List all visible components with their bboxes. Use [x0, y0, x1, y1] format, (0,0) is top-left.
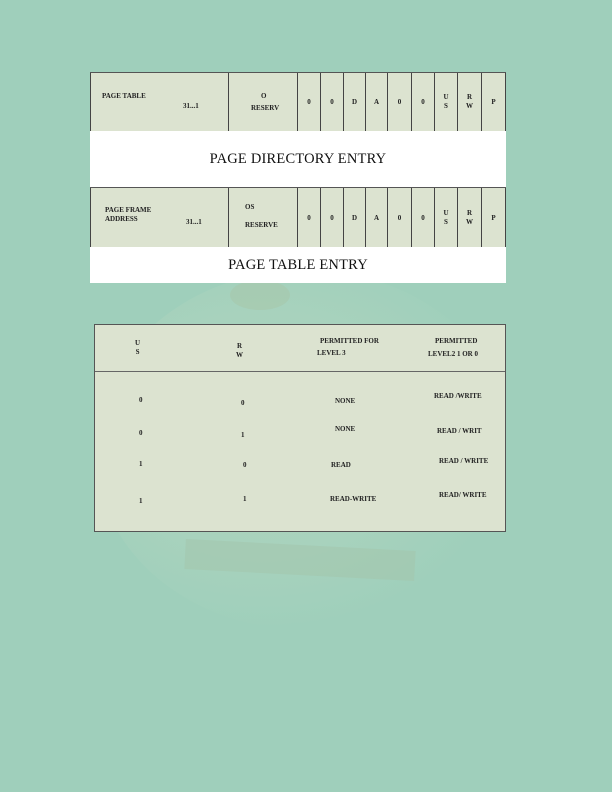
pte-os-reserved-field: [228, 188, 297, 247]
pte-bit-zero-label: 0: [307, 213, 311, 222]
perm-row-level210: READ/ WRITE: [439, 491, 487, 499]
pde-bit-accessed-label: A: [373, 98, 380, 106]
page-table-entry-row: [90, 187, 506, 248]
pte-bit-present-label: P: [491, 213, 496, 222]
perm-header-level210-line2: LEVEL2 1 OR 0: [428, 350, 478, 358]
pde-caption-band: [90, 131, 506, 187]
perm-row-level3: READ-WRITE: [330, 495, 377, 503]
pde-bit-zero: [320, 73, 343, 131]
pde-bit-accessed: [365, 73, 387, 131]
perm-row-rw: 0: [243, 461, 247, 469]
perm-header-level3-line1: PERMITTED FOR: [320, 337, 379, 345]
pte-bit-present: [481, 188, 506, 247]
pte-bit-zero: [387, 188, 411, 247]
perm-row-level3: READ: [331, 461, 351, 469]
perm-header-divider: [95, 371, 505, 372]
perm-row-rw: 1: [241, 431, 245, 439]
pde-bit-zero-label: 0: [397, 98, 402, 106]
pte-bit-dirty-label: D: [351, 213, 358, 222]
perm-header-level3-line2: LEVEL 3: [317, 349, 346, 357]
pde-bit-dirty: [343, 73, 365, 131]
pde-bit-dirty-label: D: [351, 98, 358, 106]
perm-row-level210: READ / WRIT: [437, 427, 482, 435]
pte-rw-top-label: R: [466, 208, 473, 217]
page-table-entry-caption: PAGE TABLE ENTRY: [228, 256, 368, 273]
pte-bit-zero-label: 0: [421, 213, 425, 222]
pte-bit-read-write: [457, 188, 481, 247]
pte-address-label: ADDRESS: [105, 215, 138, 223]
pde-us-bottom-label: S: [444, 102, 448, 110]
pde-bit-present: [481, 73, 506, 131]
pte-bit-accessed-label: A: [373, 213, 380, 222]
pte-bit-zero: [320, 188, 343, 247]
perm-header-us-bottom: S: [135, 348, 140, 356]
pte-bit-zero-label: 0: [397, 213, 402, 222]
pde-us-top-label: U: [443, 93, 449, 101]
pde-bit-present-label: P: [491, 98, 496, 106]
perm-header-rw: [236, 342, 243, 360]
pte-bit-zero: [297, 188, 320, 247]
pde-page-table-field: [90, 73, 228, 131]
pde-bit-zero: [297, 73, 320, 131]
background-shape: [230, 280, 290, 310]
pde-bit-zero: [387, 73, 411, 131]
perm-header-level210-line1: PERMITTED: [435, 337, 478, 345]
pde-bit-zero-label: 0: [307, 98, 311, 106]
pte-os-top-label: OS: [245, 203, 255, 211]
pte-os-bottom-label: RESERVE: [245, 221, 278, 229]
pte-bit-user-supervisor: [434, 188, 457, 247]
pte-caption-band: [90, 247, 506, 283]
pde-bit-user-supervisor: [434, 73, 457, 131]
pte-bit-zero: [411, 188, 434, 247]
pte-rw-bottom-label: W: [466, 217, 473, 226]
perm-row-us: 0: [139, 396, 143, 404]
pde-os-reserved-field: [228, 73, 297, 131]
pde-os-top-label: O: [261, 92, 267, 100]
pde-page-table-label: PAGE TABLE: [102, 92, 146, 100]
perm-row-us: 0: [139, 429, 143, 437]
pte-bit-zero-label: 0: [330, 213, 334, 222]
pte-bit-dirty: [343, 188, 365, 247]
pte-page-frame-field: [90, 188, 228, 247]
pte-bits-range-label: 31...1: [186, 218, 202, 226]
perm-header-rw-top: R: [236, 342, 243, 350]
permission-table: [94, 324, 506, 532]
perm-row-level3: NONE: [335, 397, 356, 405]
perm-row-rw: 1: [243, 495, 247, 503]
pde-rw-top-label: R: [466, 93, 473, 101]
perm-row-level210: READ / WRITE: [439, 457, 489, 465]
pte-us-top-label: U: [443, 208, 449, 217]
pde-rw-bottom-label: W: [466, 102, 473, 110]
pte-us-bottom-label: S: [444, 217, 448, 226]
page-directory-entry-row: [90, 72, 506, 132]
perm-row-rw: 0: [241, 399, 245, 407]
perm-row-level210: READ /WRITE: [434, 392, 482, 400]
perm-row-us: 1: [139, 497, 143, 505]
perm-header-us: [135, 339, 140, 357]
pde-bit-zero-label: 0: [421, 98, 425, 106]
perm-row-us: 1: [139, 460, 143, 468]
page-directory-entry-caption: PAGE DIRECTORY ENTRY: [209, 150, 387, 167]
perm-row-level3: NONE: [335, 425, 356, 433]
pde-os-bottom-label: RESERV: [251, 104, 280, 112]
pte-page-frame-label: PAGE FRAME: [105, 206, 152, 214]
pde-bit-zero: [411, 73, 434, 131]
pde-bits-range-label: 31...1: [183, 102, 199, 110]
pte-bit-accessed: [365, 188, 387, 247]
pde-bit-zero-label: 0: [330, 98, 334, 106]
perm-header-us-top: U: [135, 339, 141, 347]
perm-header-rw-bottom: W: [236, 351, 243, 359]
pde-bit-read-write: [457, 73, 481, 131]
